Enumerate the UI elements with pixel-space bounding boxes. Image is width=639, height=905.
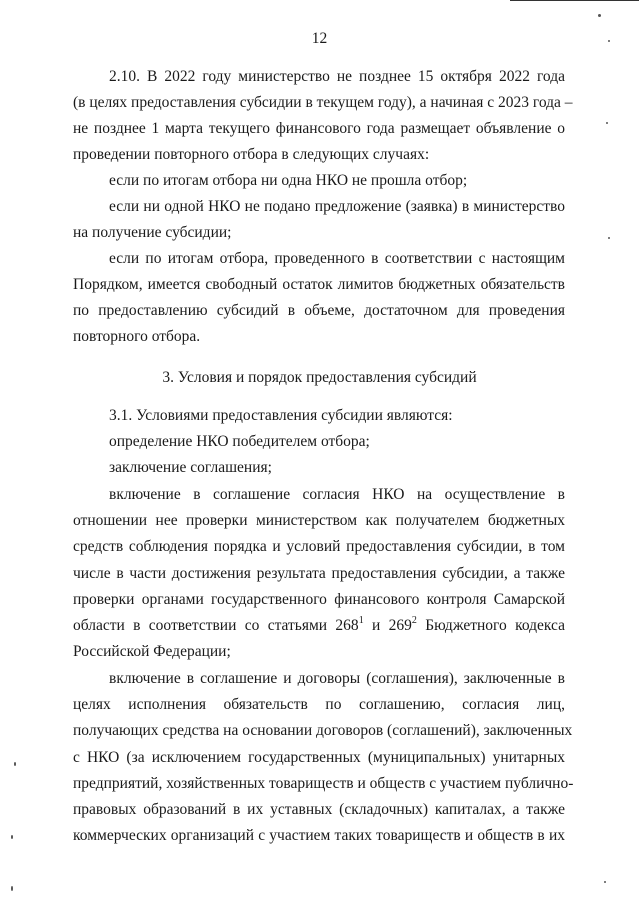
- paragraph-line: получающих средства на основании договоров (соглашений), заключенных: [73, 722, 573, 739]
- paragraph-line: проверки органами государственного финансового контроля Самарской: [73, 591, 565, 608]
- paragraph-line: повторного отбора.: [73, 328, 201, 345]
- paragraph-line: по предоставлению субсидий в объеме, достаточном для проведения: [73, 302, 565, 319]
- paragraph-line: 3.1. Условиями предоставления субсидии являются:: [109, 407, 453, 424]
- scan-speck: [11, 835, 13, 839]
- paragraph-line: правовых образований в их уставных (складочных) капиталах, а также: [73, 801, 565, 818]
- scan-speck: [608, 237, 610, 239]
- scan-speck: [608, 40, 610, 42]
- paragraph-line: включение в соглашение согласия НКО на осуществление в: [109, 486, 565, 503]
- paragraph-line: предприятий, хозяйственных товариществ и обществ с участием публично-: [73, 775, 574, 792]
- page-number: 12: [311, 30, 328, 47]
- paragraph-line: средств соблюдения порядка и условий предоставления субсидии, в том: [73, 538, 565, 555]
- paragraph-line: коммерческих организаций с участием таких товариществ и обществ в их: [73, 827, 565, 844]
- paragraph-line: (в целях предоставления субсидии в текущем году), а начиная с 2023 года –: [73, 94, 573, 111]
- scan-speck: [11, 886, 13, 891]
- paragraph-line: заключение соглашения;: [109, 459, 272, 476]
- paragraph-line: на получение субсидии;: [73, 224, 232, 241]
- paragraph-line: если по итогам отбора, проведенного в соответствии с настоящим: [109, 250, 565, 267]
- paragraph-line-with-superscripts: [73, 616, 565, 636]
- paragraph-line: включение в соглашение и договоры (соглашения), заключенные в: [109, 670, 565, 687]
- superscript: 1: [358, 614, 364, 626]
- line-text: Бюджетного кодекса: [416, 617, 565, 634]
- scan-speck: [14, 762, 16, 766]
- scan-speck: [598, 14, 601, 17]
- line-text: области в соответствии со статьями 268: [73, 617, 359, 634]
- paragraph-line: Порядком, имеется свободный остаток лимитов бюджетных обязательств: [73, 276, 565, 293]
- paragraph-line: с НКО (за исключением государственных (муниципальных) унитарных: [73, 749, 565, 766]
- line-text: и 269: [363, 617, 412, 634]
- paragraph-line: проведении повторного отбора в следующих случаях:: [73, 146, 430, 163]
- scan-speck: [606, 122, 608, 124]
- paragraph-line: 2.10. В 2022 году министерство не позднее 15 октября 2022 года: [109, 68, 565, 85]
- superscript: 2: [411, 614, 417, 626]
- section-heading: 3. Условия и порядок предоставления субсидий: [162, 369, 477, 386]
- paragraph-line: целях исполнения обязательств по соглашению, согласия лиц,: [73, 696, 565, 713]
- paragraph-line: если по итогам отбора ни одна НКО не прошла отбор;: [109, 172, 468, 189]
- paragraph-line: не позднее 1 марта текущего финансового года размещает объявление о: [73, 120, 565, 137]
- paragraph-line: отношении нее проверки министерством как получателем бюджетных: [73, 512, 565, 529]
- paragraph-line: числе в части достижения результата предоставления субсидии, а также: [73, 565, 565, 582]
- paragraph-line: Российской Федерации;: [73, 643, 231, 660]
- paragraph-line: если ни одной НКО не подано предложение (заявка) в министерство: [109, 198, 565, 215]
- page-edge-line: [510, 0, 639, 1]
- scan-speck: [604, 881, 606, 883]
- paragraph-line: определение НКО победителем отбора;: [109, 433, 370, 450]
